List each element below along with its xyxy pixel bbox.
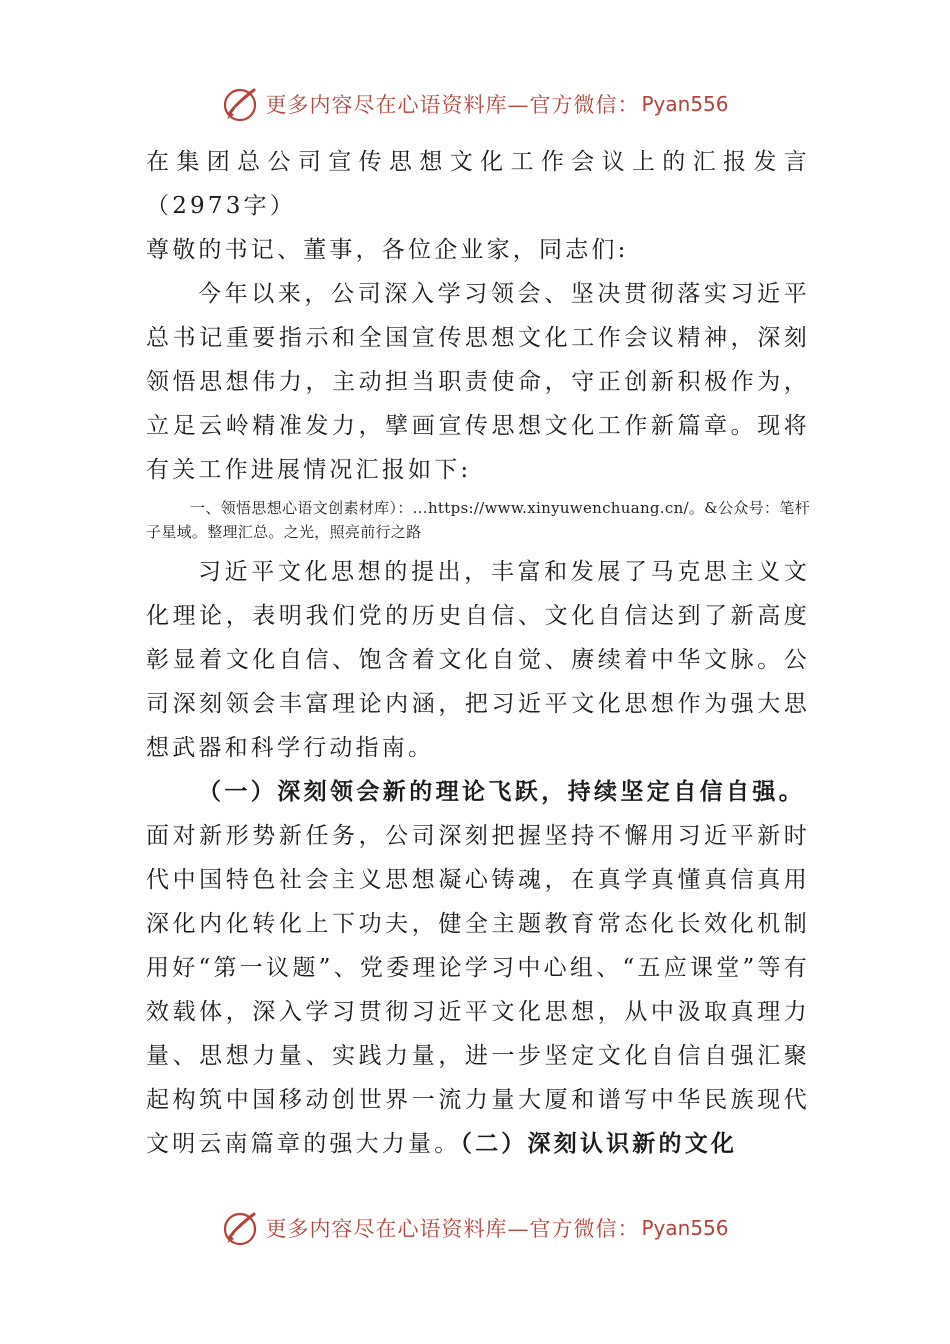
pen-logo-icon bbox=[221, 1208, 261, 1248]
document-body bbox=[146, 140, 810, 1166]
section-note: 一、领悟思想心语文创素材库）：…https://www.xinyuwenchuang.cn/。&公众号：笔杆子星域。整理汇总。之光，照亮前行之路 bbox=[146, 499, 810, 541]
salutation: 尊敬的书记、董事，各位企业家，同志们: bbox=[146, 237, 629, 263]
banner-wechat-id: Pyan556 bbox=[641, 92, 729, 116]
banner-text: 更多内容尽在心语资料库—官方微信： bbox=[265, 93, 640, 117]
paragraph-2-text: 面对新形势新任务，公司深刻把握坚持不懈用习近平新时代中国特色社会主义思想凝心铸魂，在真学真懂真信真用深化内化转化上下功夫，健全主题教育常态化长效化机制用好“第一议题”、党委理论学习中心组、“五应课堂”等有效载体，深入学习贯彻习近平文化思想，从中汲取真理力量、思想力量、实践力量，进一步坚定文化自信自强汇聚起构筑中国移动创世界一流力量大厦和谱写中华民族现代文明云南篇章的强大力量。 bbox=[146, 823, 810, 1157]
intro-paragraph: 今年以来，公司深入学习领会、坚决贯彻落实习近平总书记重要指示和全国宣传思想文化工作会议精神，深刻领悟思想伟力，主动担当职责使命，守正创新积极作为，立足云岭精准发力，擘画宣传思想文化工作新篇章。现将有关工作进展情况汇报如下: bbox=[146, 281, 810, 483]
document-title: 在集团总公司宣传思想文化工作会议上的汇报发言（2973字） bbox=[146, 149, 810, 219]
banner-wechat-id: Pyan556 bbox=[641, 1216, 729, 1240]
banner-text: 更多内容尽在心语资料库—官方微信： bbox=[265, 1217, 640, 1241]
header-banner bbox=[0, 84, 950, 124]
paragraph-2 bbox=[146, 814, 810, 1166]
paragraph-1: 习近平文化思想的提出，丰富和发展了马克思主义文化理论，表明我们党的历史自信、文化自信达到了新高度彰显着文化自信、饱含着文化自觉、赓续着中华文脉。公司深刻领会丰富理论内涵，把习近平文化思想作为强大思想武器和科学行动指南。 bbox=[146, 559, 810, 761]
pen-logo-icon bbox=[221, 84, 261, 124]
footer-banner bbox=[0, 1208, 950, 1248]
heading-1: （一）深刻领会新的理论飞跃，持续坚定自信自强。 bbox=[198, 778, 806, 805]
heading-2: （二）深刻认识新的文化 bbox=[460, 1130, 738, 1157]
